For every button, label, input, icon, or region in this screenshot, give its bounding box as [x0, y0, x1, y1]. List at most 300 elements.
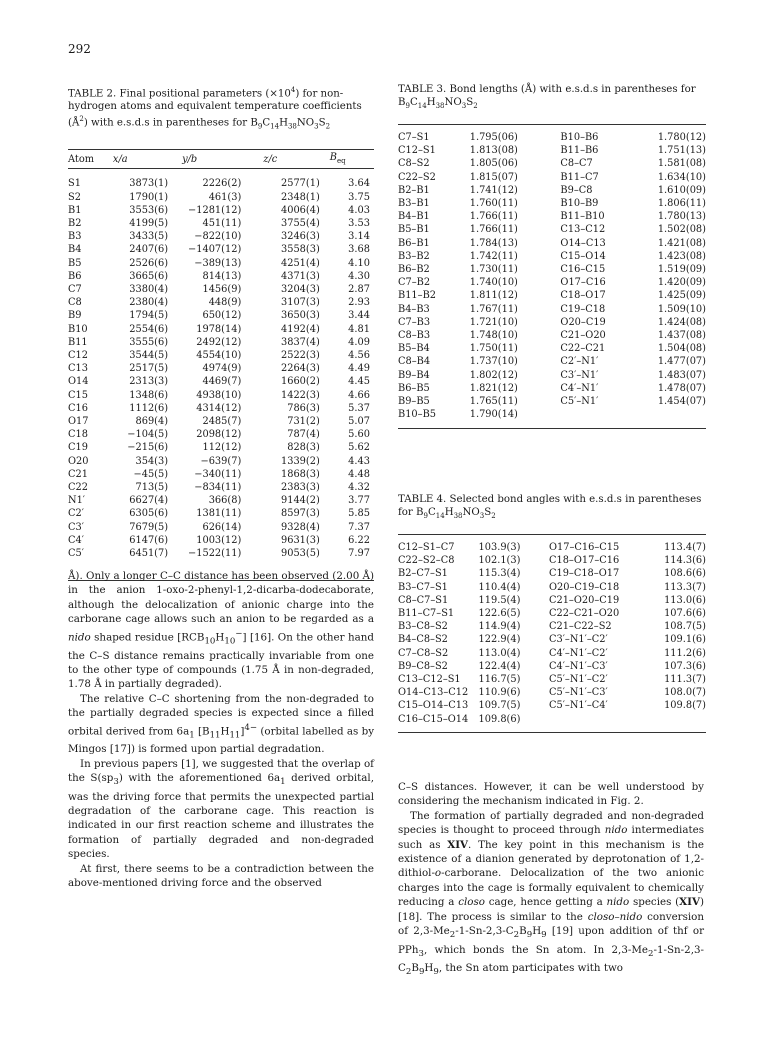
- xa-cell: 2407(6): [129, 244, 169, 256]
- table-row: [68, 336, 374, 349]
- yb-cell: −389(13): [194, 257, 242, 269]
- yb-cell: 1978(14): [196, 323, 242, 335]
- length-cell: 1.504(08): [657, 343, 706, 355]
- angle-atoms-cell: C18–O17–C16: [548, 555, 620, 567]
- beq-cell: 7.37: [348, 521, 370, 533]
- right-column-text: [398, 780, 704, 979]
- xa-cell: 6305(6): [129, 508, 169, 520]
- atom-cell: B2: [68, 217, 82, 229]
- length-cell: 1.766(11): [469, 224, 518, 236]
- angle-value-cell: 109.1(6): [664, 634, 706, 646]
- beq-cell: 4.48: [348, 468, 370, 480]
- angle-value-cell: 119.5(4): [478, 594, 521, 606]
- angle-atoms-cell: B3–C8–S2: [398, 621, 448, 633]
- angle-value-cell: 116.7(5): [478, 674, 521, 686]
- table-row: [68, 428, 374, 441]
- beq-cell: 4.45: [348, 376, 370, 388]
- table-2: [68, 84, 374, 581]
- yb-cell: 1456(9): [202, 283, 242, 295]
- beq-cell: 5.07: [348, 415, 370, 427]
- length-cell: 1.806(11): [657, 198, 706, 210]
- table-row: [68, 257, 374, 270]
- table-row: [398, 408, 706, 428]
- zc-cell: 4006(4): [280, 204, 320, 216]
- length-cell: 1.765(11): [469, 396, 518, 408]
- angle-value-cell: 114.3(6): [664, 555, 706, 567]
- zc-cell: 731(2): [287, 415, 320, 427]
- bond-cell: B11–B10: [560, 211, 605, 223]
- angle-value-cell: 122.4(4): [478, 660, 521, 672]
- length-cell: 1.821(12): [469, 382, 518, 394]
- length-cell: 1.478(07): [657, 382, 706, 394]
- yb-cell: 2492(12): [196, 336, 242, 348]
- table-row: [68, 270, 374, 283]
- bond-cell: B2–B1: [398, 184, 430, 196]
- zc-cell: 3246(3): [280, 231, 320, 243]
- atom-cell: B1: [68, 204, 82, 216]
- atom-cell: C2′: [68, 508, 84, 520]
- angle-atoms-cell: C8–C7–S1: [398, 594, 449, 606]
- xa-cell: 1112(6): [129, 402, 169, 414]
- table-row: [68, 521, 374, 534]
- bond-cell: B3–B1: [398, 198, 430, 210]
- bond-cell: C5′–N1′: [560, 396, 599, 408]
- xa-cell: 6451(7): [129, 548, 169, 559]
- table-row: [68, 204, 374, 217]
- table-row: [68, 455, 374, 468]
- table-row: [398, 620, 706, 633]
- table-row: [68, 230, 374, 243]
- atom-cell: B5: [68, 257, 82, 269]
- atom-cell: C22: [68, 481, 88, 493]
- beq-cell: 4.03: [348, 204, 370, 216]
- bond-cell: C2′–N1′: [560, 356, 599, 368]
- length-cell: 1.610(09): [657, 184, 706, 196]
- table-row: [398, 342, 706, 355]
- length-cell: 1.634(10): [657, 171, 706, 183]
- bond-cell: B9–B4: [398, 369, 430, 381]
- yb-cell: 626(14): [202, 521, 242, 533]
- table-row: [68, 283, 374, 296]
- yb-cell: −822(10): [194, 231, 242, 243]
- zc-cell: 2577(1): [280, 178, 320, 190]
- atom-cell: B11: [68, 336, 88, 348]
- beq-cell: 4.81: [348, 323, 370, 335]
- atom-cell: C8: [68, 297, 82, 309]
- zc-cell: 3107(3): [280, 297, 320, 309]
- xa-cell: 3380(4): [129, 283, 169, 295]
- atom-cell: C4′: [68, 534, 84, 546]
- table-3: [398, 84, 706, 429]
- xa-cell: 3665(6): [129, 270, 169, 282]
- atom-cell: C7: [68, 283, 82, 295]
- bond-cell: B11–C7: [560, 171, 599, 183]
- zc-cell: 3650(3): [280, 310, 320, 322]
- bond-cell: B4–B1: [398, 211, 430, 223]
- length-cell: 1.519(09): [657, 264, 706, 276]
- yb-cell: −1407(12): [188, 244, 242, 256]
- beq-cell: 4.56: [348, 349, 370, 361]
- table-row: [398, 223, 706, 236]
- yb-cell: 4974(9): [202, 363, 242, 375]
- xa-cell: 2313(3): [129, 376, 169, 388]
- angle-atoms-cell: C4′–N1′–C3′: [548, 660, 608, 672]
- atom-cell: C19: [68, 442, 88, 454]
- bond-cell: B6–B1: [398, 237, 430, 249]
- atom-cell: C12: [68, 349, 88, 361]
- table-row: [398, 647, 706, 660]
- beq-cell: 3.14: [348, 231, 370, 243]
- table-row: [68, 402, 374, 415]
- table-row: [398, 144, 706, 157]
- bond-cell: C22–C21: [560, 343, 606, 355]
- beq-cell: 5.62: [348, 442, 370, 454]
- yb-cell: −340(11): [194, 468, 242, 480]
- table-row: [68, 323, 374, 336]
- table-row: [398, 369, 706, 382]
- length-cell: 1.784(13): [469, 237, 518, 249]
- zc-cell: 9053(5): [280, 548, 320, 559]
- angle-atoms-cell: C21–O20–C19: [548, 594, 620, 606]
- length-cell: 1.790(14): [469, 409, 518, 421]
- table-3-caption: TABLE 3. Bond lengths (Å) with e.s.d.s in parentheses for $B_9C_{14}H_{38}NO_3S_2$: [398, 84, 696, 110]
- paragraph: Å). Only a longer C–C distance has been observed (2.00 Å) in the anion 1-oxo-2-phenyl-1,2-dicarba-dodecaborate, although the delocalization of anionic charge into the carborane cage allows such an anion to be regarded as a nido shaped residue $[RCB_{10}H_{10}^-]$ [16]. On the other hand the C–S distance remains practically invariable from one to the other type of compounds (1.75 Å in non-degraded, 1.78 Å in partially degraded).: [68, 570, 374, 691]
- length-cell: 1.802(12): [469, 369, 518, 381]
- atom-cell: C13: [68, 363, 88, 375]
- length-cell: 1.454(07): [657, 396, 706, 408]
- zc-cell: 8597(3): [280, 508, 320, 520]
- bond-cell: C7–S1: [398, 132, 430, 144]
- page-number: 292: [68, 42, 91, 56]
- zc-cell: 9144(2): [280, 495, 320, 507]
- length-cell: 1.811(12): [469, 290, 518, 302]
- table-header-row: [68, 150, 374, 169]
- table-row: [398, 554, 706, 567]
- angle-value-cell: 103.9(3): [478, 542, 521, 554]
- xa-cell: 2554(6): [129, 323, 169, 335]
- beq-cell: 5.85: [348, 508, 370, 520]
- length-cell: 1.421(08): [657, 237, 706, 249]
- atom-cell: O17: [68, 415, 89, 427]
- length-cell: 1.766(11): [469, 211, 518, 223]
- header-atom: Atom: [68, 153, 95, 165]
- bond-cell: C3′–N1′: [560, 369, 599, 381]
- angle-atoms-cell: C22–S2–C8: [398, 555, 455, 567]
- paragraph: C–S distances. However, it can be well understood by considering the mechanism indicated in Fig. 2.: [398, 781, 704, 808]
- table-row: [398, 289, 706, 302]
- angle-atoms-cell: C19–C18–O17: [548, 568, 620, 580]
- length-cell: 1.730(11): [469, 264, 518, 276]
- beq-cell: 3.77: [348, 495, 370, 507]
- bond-cell: C16–C15: [560, 264, 606, 276]
- beq-cell: 4.49: [348, 363, 370, 375]
- angle-atoms-cell: C21–C22–S2: [548, 621, 612, 633]
- beq-cell: 4.30: [348, 270, 370, 282]
- angle-atoms-cell: B3–C7–S1: [398, 581, 448, 593]
- angle-value-cell: 122.9(4): [478, 634, 521, 646]
- yb-cell: 451(11): [202, 217, 242, 229]
- atom-cell: O14: [68, 376, 89, 388]
- zc-cell: 1660(2): [280, 376, 320, 388]
- bond-angles-table: [398, 534, 706, 733]
- angle-atoms-cell: B11–C7–S1: [398, 608, 455, 620]
- bond-cell: C19–C18: [560, 303, 606, 315]
- xa-cell: 3553(6): [129, 204, 169, 216]
- xa-cell: −215(6): [127, 442, 169, 454]
- atom-cell: C16: [68, 402, 88, 414]
- length-cell: 1.742(11): [469, 250, 518, 262]
- table-row: [398, 699, 706, 712]
- bond-cell: O17–C16: [560, 277, 606, 289]
- beq-cell: 4.43: [348, 455, 370, 467]
- table-row: [68, 441, 374, 454]
- length-cell: 1.420(09): [657, 277, 706, 289]
- length-cell: 1.815(07): [469, 171, 518, 183]
- zc-cell: 1422(3): [280, 389, 320, 401]
- angle-atoms-cell: C12–S1–C7: [398, 542, 455, 554]
- zc-cell: 1339(2): [280, 455, 320, 467]
- yb-cell: 4554(10): [196, 349, 242, 361]
- table-row: [68, 389, 374, 402]
- beq-cell: 3.68: [348, 244, 370, 256]
- atom-cell: B6: [68, 270, 82, 282]
- atom-cell: S1: [68, 178, 81, 190]
- yb-cell: 814(13): [202, 270, 242, 282]
- zc-cell: 4371(3): [280, 270, 320, 282]
- beq-cell: 2.93: [348, 297, 370, 309]
- table-row: [68, 309, 374, 322]
- angle-value-cell: 108.6(6): [664, 568, 706, 580]
- yb-cell: 112(12): [202, 442, 242, 454]
- table-row: [398, 382, 706, 395]
- table-row: [68, 507, 374, 520]
- xa-cell: 2526(6): [129, 257, 169, 269]
- xa-cell: −104(5): [127, 429, 169, 441]
- table-row: [398, 673, 706, 686]
- length-cell: 1.483(07): [657, 369, 706, 381]
- table-row: [68, 191, 374, 204]
- yb-cell: 366(8): [208, 495, 242, 507]
- xa-cell: 713(5): [135, 481, 169, 493]
- table-row: [398, 276, 706, 289]
- length-cell: 1.750(11): [469, 343, 518, 355]
- zc-cell: 3755(4): [280, 217, 320, 229]
- positional-parameters-table: [68, 149, 374, 581]
- yb-cell: −1281(12): [188, 204, 242, 216]
- zc-cell: 2348(1): [280, 191, 320, 203]
- bond-cell: O14–C13: [560, 237, 606, 249]
- bond-cell: B3–B2: [398, 250, 430, 262]
- atom-cell: B9: [68, 310, 82, 322]
- yb-cell: 4938(10): [196, 389, 242, 401]
- angle-atoms-cell: C16–C15–O14: [398, 713, 469, 725]
- bond-cell: B10–B6: [560, 132, 599, 144]
- angle-value-cell: 109.8(6): [478, 713, 521, 725]
- table-row: [398, 184, 706, 197]
- angle-value-cell: 111.3(7): [664, 674, 706, 686]
- angle-atoms-cell: O20–C19–C18: [548, 581, 620, 593]
- angle-value-cell: 108.7(5): [664, 621, 706, 633]
- header-beq: $B_{eq}$: [329, 151, 346, 165]
- table-row: [68, 415, 374, 428]
- table-row: [68, 169, 374, 191]
- table-row: [68, 217, 374, 230]
- table-row: [68, 534, 374, 547]
- table-row: [398, 660, 706, 673]
- yb-cell: 1381(11): [196, 508, 242, 520]
- bond-cell: B6–B2: [398, 264, 430, 276]
- bond-cell: C7–B2: [398, 277, 431, 289]
- xa-cell: 3555(6): [129, 336, 169, 348]
- yb-cell: −1522(11): [188, 548, 242, 559]
- bond-cell: C8–C7: [560, 158, 593, 170]
- positional-parameters-body: [68, 169, 374, 581]
- table-row: [398, 210, 706, 223]
- table-row: [398, 395, 706, 408]
- xa-cell: 3873(1): [129, 178, 169, 190]
- beq-cell: 7.97: [348, 548, 370, 559]
- bond-cell: C7–B3: [398, 316, 431, 328]
- angle-value-cell: 111.2(6): [664, 647, 706, 659]
- bond-lengths-table: [398, 124, 706, 428]
- angle-value-cell: 113.0(6): [664, 594, 706, 606]
- table-row: [68, 375, 374, 388]
- zc-cell: 1868(3): [280, 468, 320, 480]
- yb-cell: 650(12): [202, 310, 242, 322]
- bond-cell: C4′–N1′: [560, 382, 599, 394]
- xa-cell: 2517(5): [129, 363, 169, 375]
- zc-cell: 3204(3): [280, 283, 320, 295]
- angle-atoms-cell: O17–C16–C15: [548, 542, 620, 554]
- table-4-caption: TABLE 4. Selected bond angles with e.s.d.s in parentheses for $B_9C_{14}H_{38}NO_3S_2$: [398, 494, 702, 520]
- zc-cell: 3837(4): [280, 336, 320, 348]
- zc-cell: 2264(3): [280, 363, 320, 375]
- zc-cell: 787(4): [287, 429, 320, 441]
- xa-cell: 354(3): [135, 455, 169, 467]
- bond-cell: C12–S1: [398, 145, 436, 157]
- table-row: [68, 362, 374, 375]
- angle-atoms-cell: C15–O14–C13: [398, 700, 469, 712]
- length-cell: 1.805(06): [469, 158, 518, 170]
- angle-atoms-cell: B2–C7–S1: [398, 568, 448, 580]
- yb-cell: 2226(2): [202, 178, 242, 190]
- bond-cell: C8–B3: [398, 330, 431, 342]
- zc-cell: 4251(4): [280, 257, 320, 269]
- beq-cell: 4.66: [348, 389, 370, 401]
- table-row: [398, 535, 706, 555]
- table-row: [398, 237, 706, 250]
- length-cell: 1.813(08): [469, 145, 518, 157]
- xa-cell: 4199(5): [129, 217, 169, 229]
- table-row: [68, 296, 374, 309]
- angle-value-cell: 107.6(6): [664, 608, 706, 620]
- zc-cell: 4192(4): [280, 323, 320, 335]
- atom-cell: C15: [68, 389, 88, 401]
- yb-cell: 4314(12): [196, 402, 242, 414]
- yb-cell: 461(3): [208, 191, 242, 203]
- angle-value-cell: 110.4(4): [478, 581, 521, 593]
- length-cell: 1.721(10): [469, 316, 518, 328]
- length-cell: 1.795(06): [469, 132, 518, 144]
- angle-value-cell: 113.0(4): [478, 647, 521, 659]
- table-row: [398, 607, 706, 620]
- header-zc: z/c: [263, 153, 278, 165]
- header-yb: y/b: [182, 153, 198, 165]
- angle-value-cell: 113.3(7): [664, 581, 706, 593]
- xa-cell: 3433(5): [129, 231, 169, 243]
- atom-cell: O20: [68, 455, 89, 467]
- angle-atoms-cell: C5′–N1′–C4′: [548, 700, 608, 712]
- table-row: [68, 468, 374, 481]
- length-cell: [632, 408, 706, 428]
- length-cell: 1.425(09): [657, 290, 706, 302]
- table-row: [398, 171, 706, 184]
- beq-cell: 5.60: [348, 429, 370, 441]
- yb-cell: −639(7): [200, 455, 242, 467]
- beq-cell: 3.44: [348, 310, 370, 322]
- atom-cell: B3: [68, 231, 82, 243]
- bond-cell: [560, 408, 632, 428]
- bond-angles-body: [398, 535, 706, 733]
- table-row: [398, 197, 706, 210]
- table-row: [398, 250, 706, 263]
- length-cell: 1.502(08): [657, 224, 706, 236]
- bond-cell: B5–B4: [398, 343, 430, 355]
- angle-atoms-cell: C5′–N1′–C3′: [548, 687, 608, 699]
- bond-cell: B5–B1: [398, 224, 430, 236]
- atom-cell: B4: [68, 244, 82, 256]
- yb-cell: 448(9): [208, 297, 242, 309]
- length-cell: 1.780(13): [657, 211, 706, 223]
- length-cell: 1.748(10): [469, 330, 518, 342]
- table-row: [398, 713, 706, 733]
- table-row: [398, 157, 706, 170]
- length-cell: 1.751(13): [657, 145, 706, 157]
- table-row: [68, 481, 374, 494]
- table-row: [398, 686, 706, 699]
- table-row: [398, 125, 706, 145]
- beq-cell: 3.53: [348, 217, 370, 229]
- table-row: [398, 581, 706, 594]
- xa-cell: −45(5): [133, 468, 169, 480]
- xa-cell: 6627(4): [129, 495, 169, 507]
- bond-cell: C13–C12: [560, 224, 606, 236]
- angle-atoms-cell: C22–C21–O20: [548, 608, 620, 620]
- bond-cell: B9–B5: [398, 396, 430, 408]
- angle-value-cell: 114.9(4): [478, 621, 521, 633]
- beq-cell: 5.37: [348, 402, 370, 414]
- header-xa: x/a: [112, 153, 128, 165]
- table-4: [398, 494, 706, 733]
- length-cell: 1.437(08): [657, 330, 706, 342]
- angle-value-cell: 113.4(7): [664, 542, 706, 554]
- zc-cell: 786(3): [287, 402, 320, 414]
- zc-cell: 3558(3): [280, 244, 320, 256]
- atom-cell: S2: [68, 191, 81, 203]
- length-cell: 1.424(08): [657, 316, 706, 328]
- zc-cell: 828(3): [287, 442, 320, 454]
- length-cell: 1.780(12): [657, 132, 706, 144]
- bond-cell: C22–S2: [398, 171, 436, 183]
- length-cell: 1.767(11): [469, 303, 518, 315]
- xa-cell: 2380(4): [129, 297, 169, 309]
- zc-cell: 2522(3): [280, 349, 320, 361]
- yb-cell: −834(11): [194, 481, 242, 493]
- table-2-caption: TABLE 2. Final positional parameters $(\times 10^4)$ for non-hydrogen atoms and equivalent temperature coefficients $(Å^2)$ with e.s.d.s in parentheses for $B_9C_{14}H_{38}NO_3S_2$: [68, 86, 362, 131]
- zc-cell: 2383(3): [280, 481, 320, 493]
- angle-atoms-cell: B9–C8–S2: [398, 660, 448, 672]
- atom-cell: C21: [68, 468, 88, 480]
